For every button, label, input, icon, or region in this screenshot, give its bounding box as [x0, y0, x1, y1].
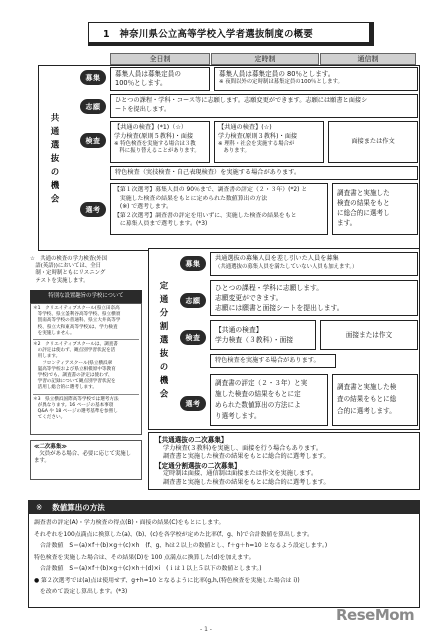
resemom-logo: ReseMom [336, 606, 415, 624]
page-number: - 1 - [200, 626, 212, 633]
split-shigan-text: ひとつの課程・学科に志願します。 志願変更ができます。 志願には願書と面接シートを提出します。 [210, 280, 418, 316]
split-boshu-label: 募集 [180, 256, 206, 271]
common-kensa-corr: 面接または作文 [328, 121, 418, 163]
common-kensa-label: 検査 [80, 133, 106, 148]
split-senko-corr: 調査書と実施した検 査の結果をもとに総 合的に選考します。 [332, 374, 418, 426]
page-title: 1 神奈川県公立高等学校入学者選抜制度の概要 [103, 28, 313, 40]
column-full-time: 全日制 [110, 53, 210, 65]
calculation-text: 調査書の評定(A)・学力検査の得点(B)・面接の結果(C)をもとにします。 それぞれを100点満点に換算した(a)、(b)、(c)を各学校が定めた比率(f、g、h)で合計数値を算出します。 合計数値 S＝(a)×f＋(b)×g＋(c)×h (f、g、hは２以上の数値とし、f＋g＋h=10 となるよう設定します。) 特色検査を実施した場合は、その結果(D)を 100 点満点に換算した(d)を加えます。 合計数値 S＝(a)×f＋(b)×g＋(c)×h＋(d)×i (ｉは１以上５以下の数値とします。) ● 第２次選考では(a)点は使用せず、g+h=10 となるように比率(g,h,(特色検査を実施した場合は i)) を改めて設定し算出します。(*3) [34, 520, 328, 595]
common-tokushoku: 特色検査（実技検査・自己表現検査）を実施する場合があります。 [110, 166, 418, 180]
common-shigan-label: 志願 [80, 99, 106, 114]
common-shigan-text: ひとつの課程・学科・コース等に志願します。志願変更ができます。志願には願書と面接シ ートを提出します。 [110, 94, 418, 118]
common-boshu-full: 募集人員は募集定員の 100％とします。 [110, 67, 210, 91]
common-kensa-part: 【共通の検査】(☆) 学力検査(原則３教科)・面接 ※ 理科・社会を実施する場合が あります。 [214, 121, 324, 163]
split-shigan-label: 志願 [180, 293, 206, 308]
split-selection-side-label: 定通分割選抜の機会 [158, 281, 168, 403]
split-kensa-label: 検査 [180, 330, 206, 345]
special-schools-header: 特別な設置趣旨の学校について [30, 290, 142, 303]
split-senko-part: 調査書の評定（２・３年）と実 施した検査の結果をもとに定 められた数値算出の方法によ り選考します。 [210, 374, 328, 426]
common-senko-label: 選考 [80, 202, 106, 217]
title-bar [88, 22, 374, 46]
split-kensa-part: 【共通の検査】 学力検査（３教科）・面接 [210, 320, 316, 350]
common-senko-corr: 調査書と実施した 検査の結果をもと に総合的に選考し ます。 [332, 183, 418, 235]
split-tokushoku: 特色検査を実施する場合があります。 [210, 354, 336, 368]
special-schools-notes: ＊1 クリエイティブスクール(県立田奈高 等学校、県立釜利谷高等学校、県立横須 賀南高等学校の普通科、県立大井高等学 校、県立大和東高等学校)は、学力検査 を実施しません。 ＊2 クリエイティブスクールは、調査書 の評定は使わず、観点別学習状況を活 用します。 フロンティアスクール(県立横浜翠 嵐高等学校および県立相模原中等教育 学校)でも、調査書の評定は使わず、 学習の記録について観点別学習状況を 活用し総合的に選考します。 ＊3 県立横浜国際高等学校では選考方法 が異なります。16 ページの基本事項 Q&A や 18 ページの選考基準を参照し てください。 [30, 303, 142, 435]
column-correspondence: 通信制 [320, 53, 416, 65]
common-boshu-label: 募集 [80, 70, 106, 85]
split-senko-label: 選考 [180, 396, 206, 411]
calculation-header: ※ 数値算出の方法 [28, 500, 420, 514]
common-kensa-full: 【共通の検査】(*1)（☆） 学力検査(原則５教科)・面接 ※ 特色検査を実施する場合は３教 科に振り替えることがあります。 [110, 121, 210, 163]
second-recruit-details: 【共通選抜の二次募集】 学力検査(３教科)を実施し、面接を行う場合もあります。 調査書と実施した検査の結果をもとに総合的に選考します。 【定通分割選抜の二次募集】 定時制は面接、通信制は面接または作文を実施します。 調査書と実施した検査の結果をもとに総合的に選考します。 [148, 432, 420, 490]
split-boshu-text: 共通選抜の募集人員を差し引いた人員を募集 （共通選抜の募集人員を満たしていない人員も加えます。） [210, 252, 418, 276]
common-boshu-part: 募集人員は募集定員の 80％とします。 ※ 夜間以外の定時制は募集定員の100％とします。 [214, 67, 418, 91]
split-kensa-corr: 面接または作文 [320, 320, 418, 350]
note-listening: ☆ 共通の検査の学力検査(外国 語(英語))においては、全日 制・定時制ともにリスニング テストを実施します。 [30, 256, 108, 284]
second-recruit-note: ≪二次募集≫ 欠員がある場合、必要に応じて実施し ます。 [30, 440, 142, 480]
column-part-time: 定時制 [211, 53, 319, 65]
common-senko-text: 【第１次選考】募集人員の 90％まで、調査書の評定（２・３年）(*2) と 実施した検査の結果をもとに定められた数値算出の方法 (※) で選考します。 【第２次選考】調査書の評定を用いずに、実施した検査の結果をもと に募集人員まで選考します。(*3) [110, 183, 328, 235]
common-selection-side-label: 共通選抜の機会 [49, 112, 59, 208]
